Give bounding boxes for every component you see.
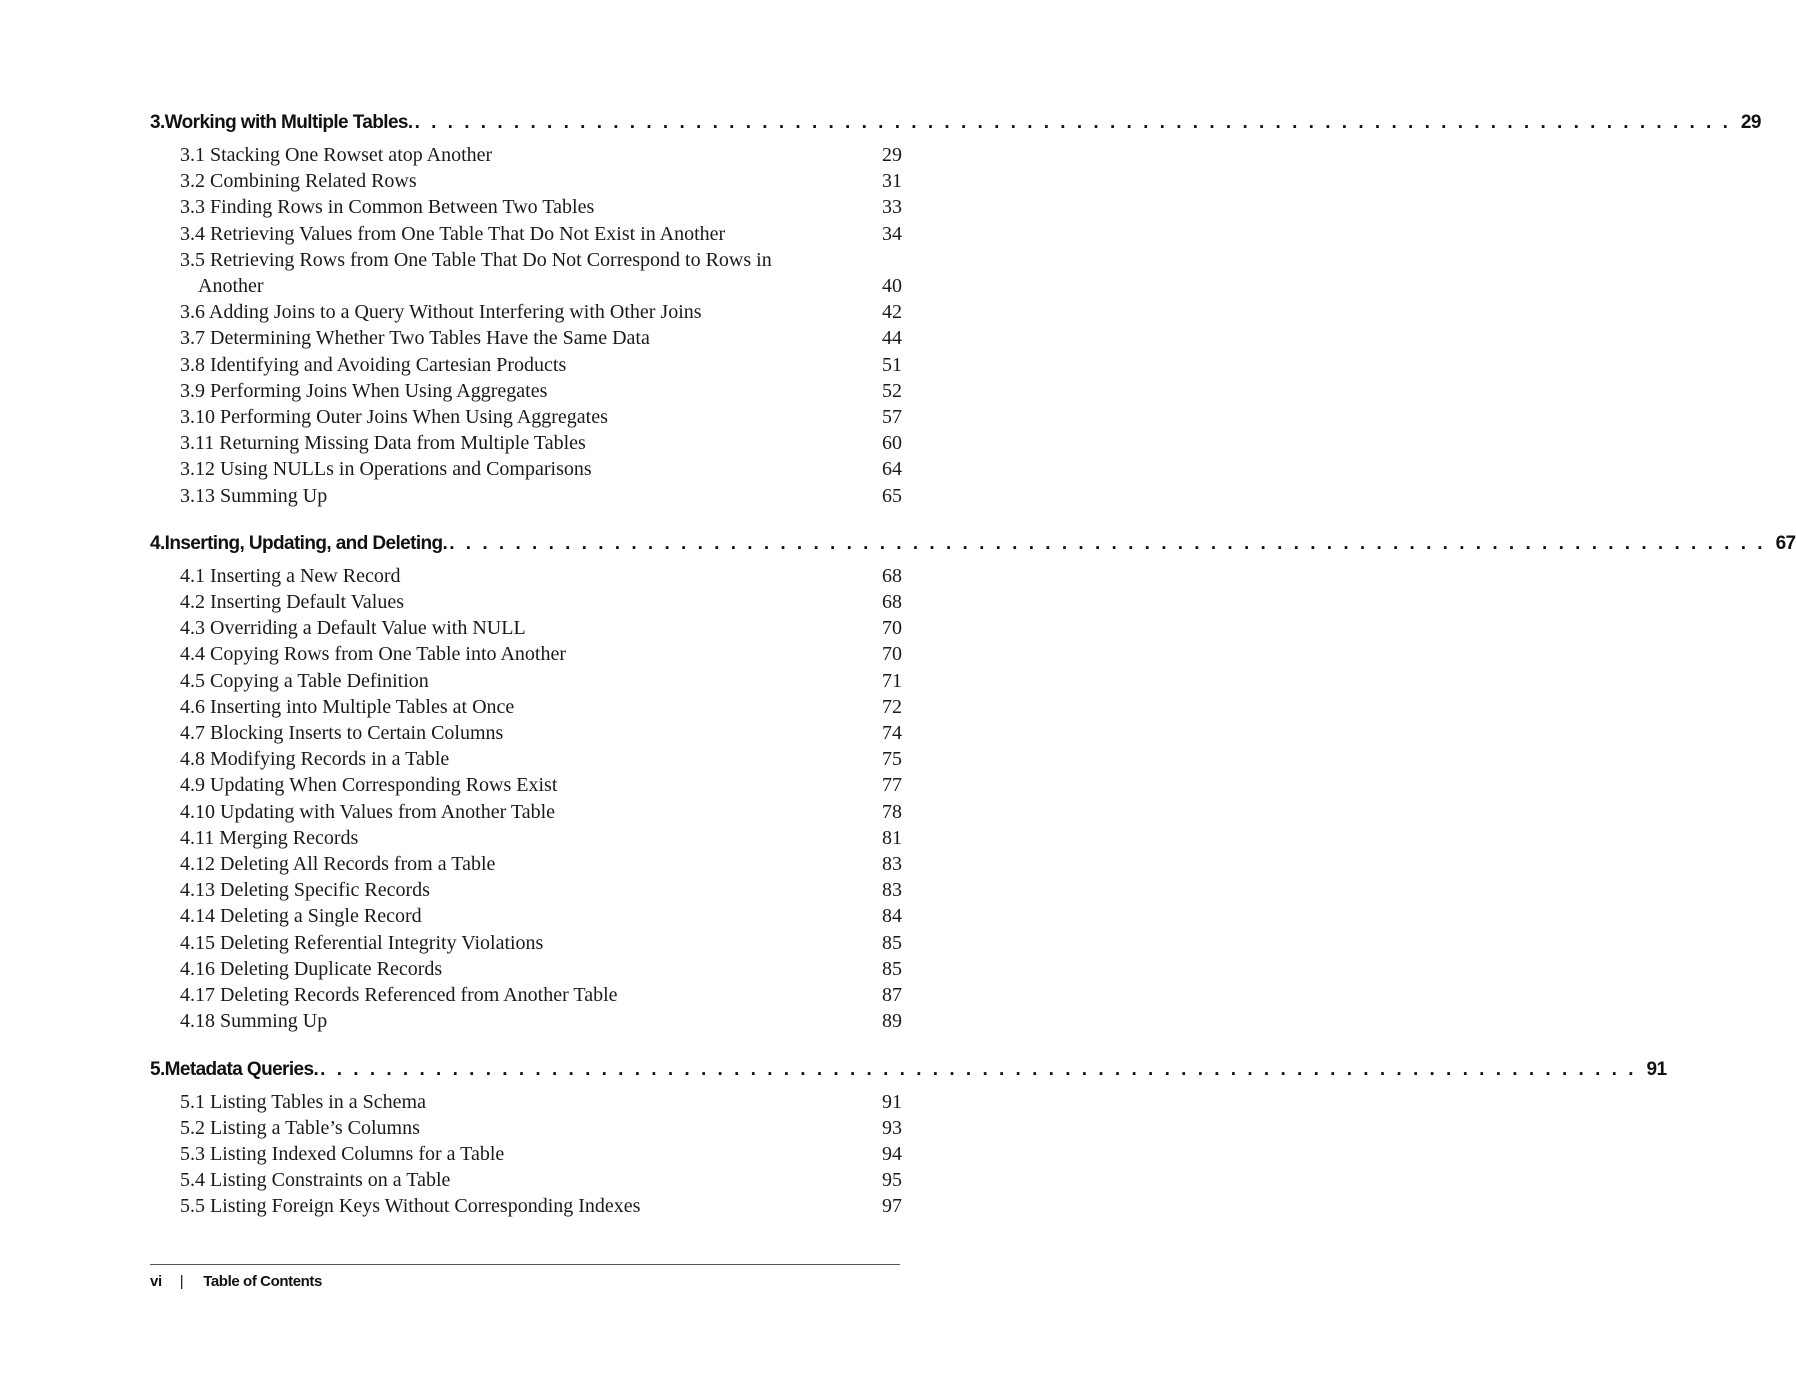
toc-entry[interactable] [150, 352, 902, 378]
toc-entry[interactable] [150, 930, 902, 956]
entry-title: 4.8 Modifying Records in a Table [180, 748, 450, 771]
toc-entry[interactable] [150, 142, 902, 168]
entry-title: 3.11 Returning Missing Data from Multiple Tables [180, 432, 586, 455]
entry-page: 84 [882, 905, 902, 928]
entry-title: 4.18 Summing Up [180, 1010, 328, 1033]
chapter-heading[interactable] [150, 1058, 1667, 1089]
entry-page: 42 [882, 301, 902, 324]
entry-page: 87 [882, 984, 902, 1007]
toc-entry[interactable] [150, 746, 902, 772]
entry-page: 77 [882, 774, 902, 797]
entry-page: 70 [882, 617, 902, 640]
entry-page: 81 [882, 826, 902, 849]
chapter-page: 67 [1775, 532, 1796, 554]
entry-page: 75 [882, 748, 902, 771]
entry-title: 3.13 Summing Up [180, 484, 328, 507]
entry-title: 4.10 Updating with Values from Another Table [180, 800, 556, 823]
toc-entry[interactable] [150, 615, 902, 641]
dot-leader: . . . . . . . . . . . . . . . . . . . . . . . . . . . . . . . . . . . . . . . . . . . . . . . . . . . . . . . . . . . . . . . . . . . . . . . . . . . . . . . . [449, 532, 1766, 554]
entry-page: 68 [882, 564, 902, 587]
toc-entry[interactable] [150, 378, 902, 404]
toc-entry[interactable] [150, 404, 902, 430]
entry-page: 60 [882, 432, 902, 455]
toc-entry[interactable] [150, 299, 902, 325]
chapter-heading[interactable] [150, 112, 1761, 142]
toc-entry[interactable] [150, 956, 902, 982]
entry-title: 4.1 Inserting a New Record [180, 564, 401, 587]
entry-page: 44 [882, 327, 902, 350]
toc-entry[interactable] [150, 221, 902, 247]
toc-entry[interactable] [150, 1167, 902, 1193]
dot-leader: . . . . . . . . . . . . . . . . . . . . . . . . . . . . . . . . . . . . . . . . . . . . . . . . . . . . . . . . . . . . . . . . . . . . . . . . . . . . . . . . [320, 1058, 1637, 1080]
entry-title: 4.9 Updating When Corresponding Rows Exist [180, 774, 558, 797]
toc-entry[interactable] [150, 668, 902, 694]
entry-title: 4.3 Overriding a Default Value with NULL [180, 617, 526, 640]
entry-title: 4.16 Deleting Duplicate Records [180, 957, 443, 980]
dot-leader: . . . . . . . . . . . . . . . . . . . . . . . . . . . . . . . . . . . . . . . . . . . . . . . . . . . . . . . . . . . . . . . . . . . . . . . . . . . . . . . . [414, 112, 1731, 133]
entry-title: 3.10 Performing Outer Joins When Using Aggregates [180, 406, 608, 429]
toc-entry[interactable] [150, 247, 902, 299]
toc-entry[interactable] [150, 1008, 902, 1034]
entry-title: 4.7 Blocking Inserts to Certain Columns [180, 722, 504, 745]
toc-entry[interactable] [150, 563, 902, 589]
chapter-title: Working with Multiple Tables. [164, 112, 413, 133]
entry-title: 4.2 Inserting Default Values [180, 591, 405, 614]
entry-title: 4.14 Deleting a Single Record [180, 905, 422, 928]
toc-entry[interactable] [150, 1193, 902, 1219]
footer-separator: | [179, 1273, 184, 1290]
toc-entry[interactable] [150, 903, 902, 929]
chapter-page: 29 [1740, 112, 1761, 133]
entry-page: 57 [882, 406, 902, 429]
chapter-number: 4. [150, 532, 165, 554]
toc-entry[interactable] [150, 589, 902, 615]
entry-title: 5.1 Listing Tables in a Schema [180, 1090, 426, 1113]
entry-page: 68 [882, 591, 902, 614]
chapter-number: 5. [150, 1058, 165, 1080]
entry-title: 3.6 Adding Joins to a Query Without Interfering with Other Joins [180, 301, 702, 324]
entry-title: 3.8 Identifying and Avoiding Cartesian Products [180, 353, 567, 376]
footer-page-number: vi [150, 1273, 162, 1290]
chapter-page: 91 [1646, 1058, 1667, 1080]
entry-page: 29 [882, 144, 902, 166]
toc-entry[interactable] [150, 877, 902, 903]
toc-entry[interactable] [150, 483, 902, 509]
chapter-number: 3. [150, 112, 165, 133]
entry-page: 94 [882, 1142, 902, 1165]
entry-title: 3.4 Retrieving Values from One Table That Do Not Exist in Another [180, 222, 726, 245]
entry-title: 5.4 Listing Constraints on a Table [180, 1169, 451, 1192]
entry-title: 4.15 Deleting Referential Integrity Violations [180, 931, 544, 954]
entry-page: 40 [882, 275, 902, 298]
toc-entry[interactable] [150, 720, 902, 746]
entry-title: 4.4 Copying Rows from One Table into Another [180, 643, 566, 666]
entry-page: 89 [882, 1010, 902, 1033]
toc-entry[interactable] [150, 1141, 902, 1167]
entry-page: 85 [882, 931, 902, 954]
entry-title: 3.1 Stacking One Rowset atop Another [180, 144, 493, 166]
entry-page: 74 [882, 722, 902, 745]
entry-title: 4.12 Deleting All Records from a Table [180, 853, 496, 876]
entry-title: 4.11 Merging Records [180, 826, 359, 849]
toc-entry[interactable] [150, 194, 902, 220]
entry-title: 4.17 Deleting Records Referenced from Another Table [180, 984, 618, 1007]
entry-title: 4.5 Copying a Table Definition [180, 669, 429, 692]
page-footer [150, 1264, 900, 1290]
footer-row [150, 1273, 900, 1290]
entry-page: 51 [882, 353, 902, 376]
chapter-section [150, 532, 1796, 1035]
entry-page: 78 [882, 800, 902, 823]
entry-page: 64 [882, 458, 902, 481]
toc-entry[interactable] [150, 456, 902, 482]
chapter-title: Inserting, Updating, and Deleting. [164, 532, 448, 554]
toc-entry[interactable] [150, 851, 902, 877]
entry-title: 3.12 Using NULLs in Operations and Comparisons [180, 458, 592, 481]
chapter-section [150, 112, 1761, 509]
toc-entry[interactable] [150, 694, 902, 720]
entry-page: 31 [882, 170, 902, 193]
toc-entry[interactable] [150, 168, 902, 194]
entry-page: 95 [882, 1169, 902, 1192]
entry-title: 4.6 Inserting into Multiple Tables at Once [180, 695, 515, 718]
entry-page: 85 [882, 957, 902, 980]
entry-page: 33 [882, 196, 902, 219]
entry-page: 91 [882, 1090, 902, 1113]
chapter-section [150, 1058, 1667, 1220]
entry-page: 72 [882, 695, 902, 718]
entry-page: 70 [882, 643, 902, 666]
entry-page: 34 [882, 222, 902, 245]
toc-entry[interactable] [150, 1089, 902, 1115]
entry-page: 52 [882, 379, 902, 402]
entry-title: 4.13 Deleting Specific Records [180, 879, 430, 902]
entry-title: 3.7 Determining Whether Two Tables Have the Same Data [180, 327, 650, 350]
entry-page: 71 [882, 669, 902, 692]
entry-title: 5.5 Listing Foreign Keys Without Corresponding Indexes [180, 1195, 641, 1218]
entry-page: 83 [882, 853, 902, 876]
entry-title: 3.3 Finding Rows in Common Between Two Tables [180, 196, 595, 219]
table-of-contents [150, 112, 1796, 1244]
entry-title: 3.2 Combining Related Rows [180, 170, 417, 193]
toc-entry[interactable] [150, 799, 902, 825]
chapter-title: Metadata Queries. [164, 1058, 319, 1080]
toc-entry[interactable] [150, 430, 902, 456]
entry-title: 5.3 Listing Indexed Columns for a Table [180, 1142, 505, 1165]
entry-page: 83 [882, 879, 902, 902]
entry-page: 97 [882, 1195, 902, 1218]
toc-entry[interactable] [150, 982, 902, 1008]
toc-entry[interactable] [150, 641, 902, 667]
toc-entry[interactable] [150, 325, 902, 351]
footer-section-title: Table of Contents [203, 1273, 322, 1290]
entry-title: 5.2 Listing a Table’s Columns [180, 1116, 420, 1139]
entry-page: 65 [882, 484, 902, 507]
entry-page: 93 [882, 1116, 902, 1139]
toc-entry[interactable] [150, 1115, 902, 1141]
chapter-heading[interactable] [150, 532, 1796, 563]
entry-title: 3.5 Retrieving Rows from One Table That Do Not Correspond to Rows in Another [180, 248, 772, 298]
toc-entry[interactable] [150, 825, 902, 851]
entry-title: 3.9 Performing Joins When Using Aggregates [180, 379, 548, 402]
toc-entry[interactable] [150, 772, 902, 798]
